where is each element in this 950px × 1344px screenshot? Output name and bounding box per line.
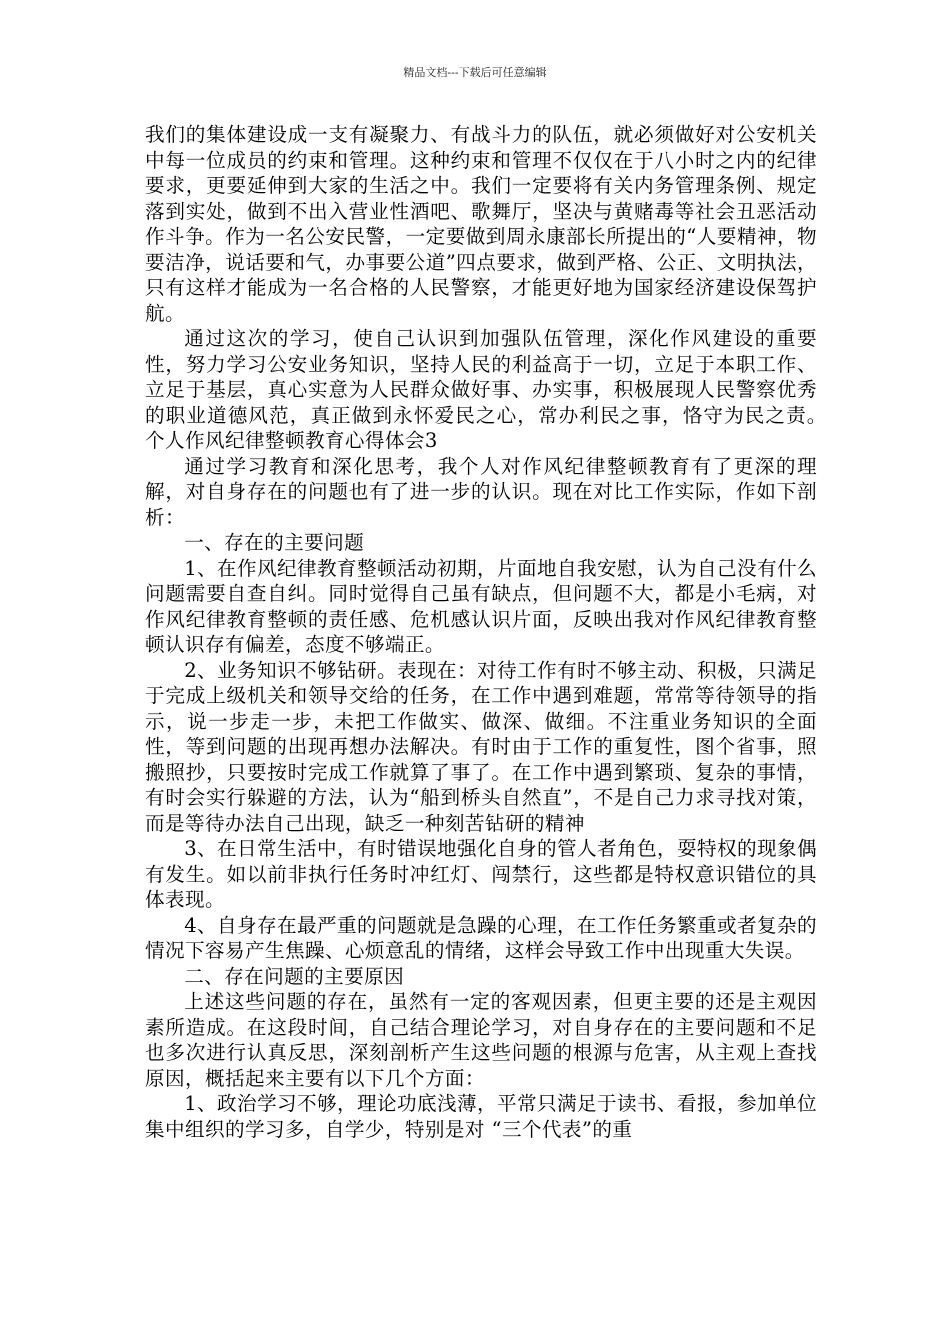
paragraph: 我们的集体建设成一支有凝聚力、有战斗力的队伍，就必须做好对公安机关中每一位成员的约束和管理。这种约束和管理不仅仅在于八小时之内的纪律要求，更要延伸到大家的生活之中。我们一定要将有关内务管理条例、规定落到实处，做到不出入营业性酒吧、歌舞厅，坚决与黄赌毒等社会丑恶活动作斗争。作为一名公安民警，一定要做到周永康部长所提出的“人要精神，物要洁净，说话要和气，办事要公道”四点要求，做到严格、公正、文明执法，只有这样才能成为一名合格的人民警察，才能更好地为国家经济建设保驾护航。 [145,123,817,325]
paragraph: 通过这次的学习，使自己认识到加强队伍管理，深化作风建设的重要性，努力学习公安业务知识，坚持人民的利益高于一切，立足于本职工作、立足于基层，真心实意为人民群众做好事、办实事，积极展现人民警察优秀的职业道德风范，真正做到永怀爱民之心，常办利民之事，恪守为民之责。 个人作风纪律整顿教育心得体会3 [145,327,877,452]
page-header: 精品文档---下载后可任意编辑 [403,66,547,79]
paragraph: 上述这些问题的存在，虽然有一定的客观因素，但更主要的还是主观因素所造成。在这段时间，自己结合理论学习，对自身存在的主要问题和不足也多次进行认真反思，深刻剖析产生这些问题的根源与危害，从主观上查找原因，概括起来主要有以下几个方面： [145,990,817,1090]
paragraph: 1、在作风纪律教育整顿活动初期，片面地自我安慰，认为自己没有什么问题需要自查自纠。同时觉得自己虽有缺点，但问题不大，都是小毛病，对作风纪律教育整顿的责任感、危机感认识片面，反映出我对作风纪律教育整顿认识存有偏差，态度不够端正。 [145,556,817,656]
section-heading: 二、存在问题的主要原因 [184,964,405,988]
paragraph: 2、业务知识不够钻研。表现在：对待工作有时不够主动、积极，只满足于完成上级机关和领导交给的任务，在工作中遇到难题，常常等待领导的指示，说一步走一步，未把工作做实、做深、做细。不注重业务知识的全面性，等到问题的出现再想办法解决。有时由于工作的重复性，图个省事，照搬照抄，只要按时完成工作就算了事了。在工作中遇到繁琐、复杂的事情，有时会实行躲避的方法，认为“船到桥头自然直”，不是自己力求寻找对策，而是等待办法自己出现，缺乏一种刻苦钻研的精神 [145,658,817,835]
document-body [145,122,877,1142]
paragraph: 4、自身存在最严重的问题就是急躁的心理，在工作任务繁重或者复杂的情况下容易产生焦躁、心烦意乱的情绪，这样会导致工作中出现重大失误。 [145,913,817,962]
paragraph: 1、政治学习不够，理论功底浅薄，平常只满足于读书、看报，参加单位集中组织的学习多，自学少，特别是对 “三个代表”的重 [145,1092,817,1141]
section-heading: 一、存在的主要问题 [184,531,365,554]
paragraph: 3、在日常生活中，有时错误地强化自身的管人者角色，耍特权的现象偶有发生。如以前非执行任务时冲红灯、闯禁行，这些都是特权意识错位的具体表现。 [145,837,817,911]
paragraph: 通过学习教育和深化思考，我个人对作风纪律整顿教育有了更深的理解，对自身存在的问题也有了进一步的认识。现在对比工作实际，作如下剖析： [145,454,817,529]
